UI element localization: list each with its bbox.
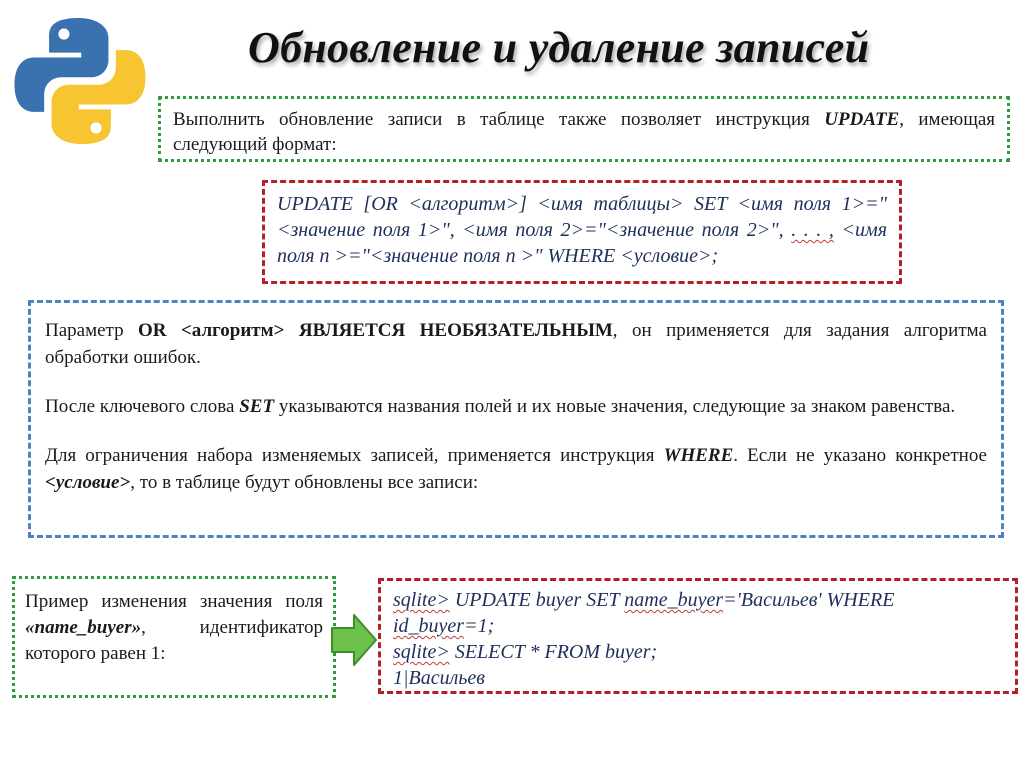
page-title: Обновление и удаление записей (248, 23, 870, 72)
syntax-ellipsis: . . . , (791, 219, 834, 241)
syntax-code-box (262, 180, 902, 284)
code-line-update: sqlite> UPDATE buyer SET name_buyer='Васильев' WHERE (393, 589, 895, 611)
name-buyer-field: «name_buyer» (25, 617, 142, 638)
example-code-box (378, 578, 1018, 694)
code-line-result: 1|Васильев (393, 667, 485, 689)
code-line-where: id_buyer=1; (393, 615, 495, 637)
param-set-paragraph: После ключевого слова SET указываются названия полей и их новые значения, следующие за знаком равенства. (45, 396, 956, 417)
code-line-select: sqlite> SELECT * FROM buyer; (393, 641, 658, 663)
condition-keyword: <условие> (45, 472, 131, 493)
set-keyword: SET (239, 396, 275, 417)
right-arrow-icon (330, 612, 378, 668)
parameters-box (28, 300, 1004, 538)
example-description-box: Пример изменения значения поля «name_buyer», идентификатор которого равен 1: (12, 576, 336, 698)
or-algorithm-keyword: OR <алгоритм> ЯВЛЯЕТСЯ НЕОБЯЗАТЕЛЬНЫМ (138, 320, 613, 341)
syntax-line-2: 1>="<значение поля 1>", <имя поля 2>="<значение поля 2>", (277, 193, 887, 241)
intro-box (158, 96, 1010, 162)
update-keyword: UPDATE (824, 109, 900, 130)
param-or-paragraph: Параметр OR <алгоритм> ЯВЛЯЕТСЯ НЕОБЯЗАТЕЛЬНЫМ, он применяется для задания алгоритма обработки ошибок. (45, 320, 987, 368)
intro-text-end: , имеющая следующий формат: (173, 109, 996, 155)
where-keyword: WHERE (663, 445, 734, 466)
syntax-line-3: <имя поля n >="<значение поля n >" WHERE <условие>; (277, 219, 888, 267)
python-logo-icon (12, 10, 148, 152)
syntax-line-1: UPDATE [OR <алгоритм>] <имя таблицы> SET <имя поля (277, 193, 832, 215)
param-where-paragraph: Для ограничения набора изменяемых записей, применяется инструкция WHERE. Если не указано конкретное <условие>, то в таблице будут обновлены все записи: (45, 445, 987, 493)
intro-text: Выполнить обновление записи в таблице также позволяет инструкция (173, 109, 825, 130)
